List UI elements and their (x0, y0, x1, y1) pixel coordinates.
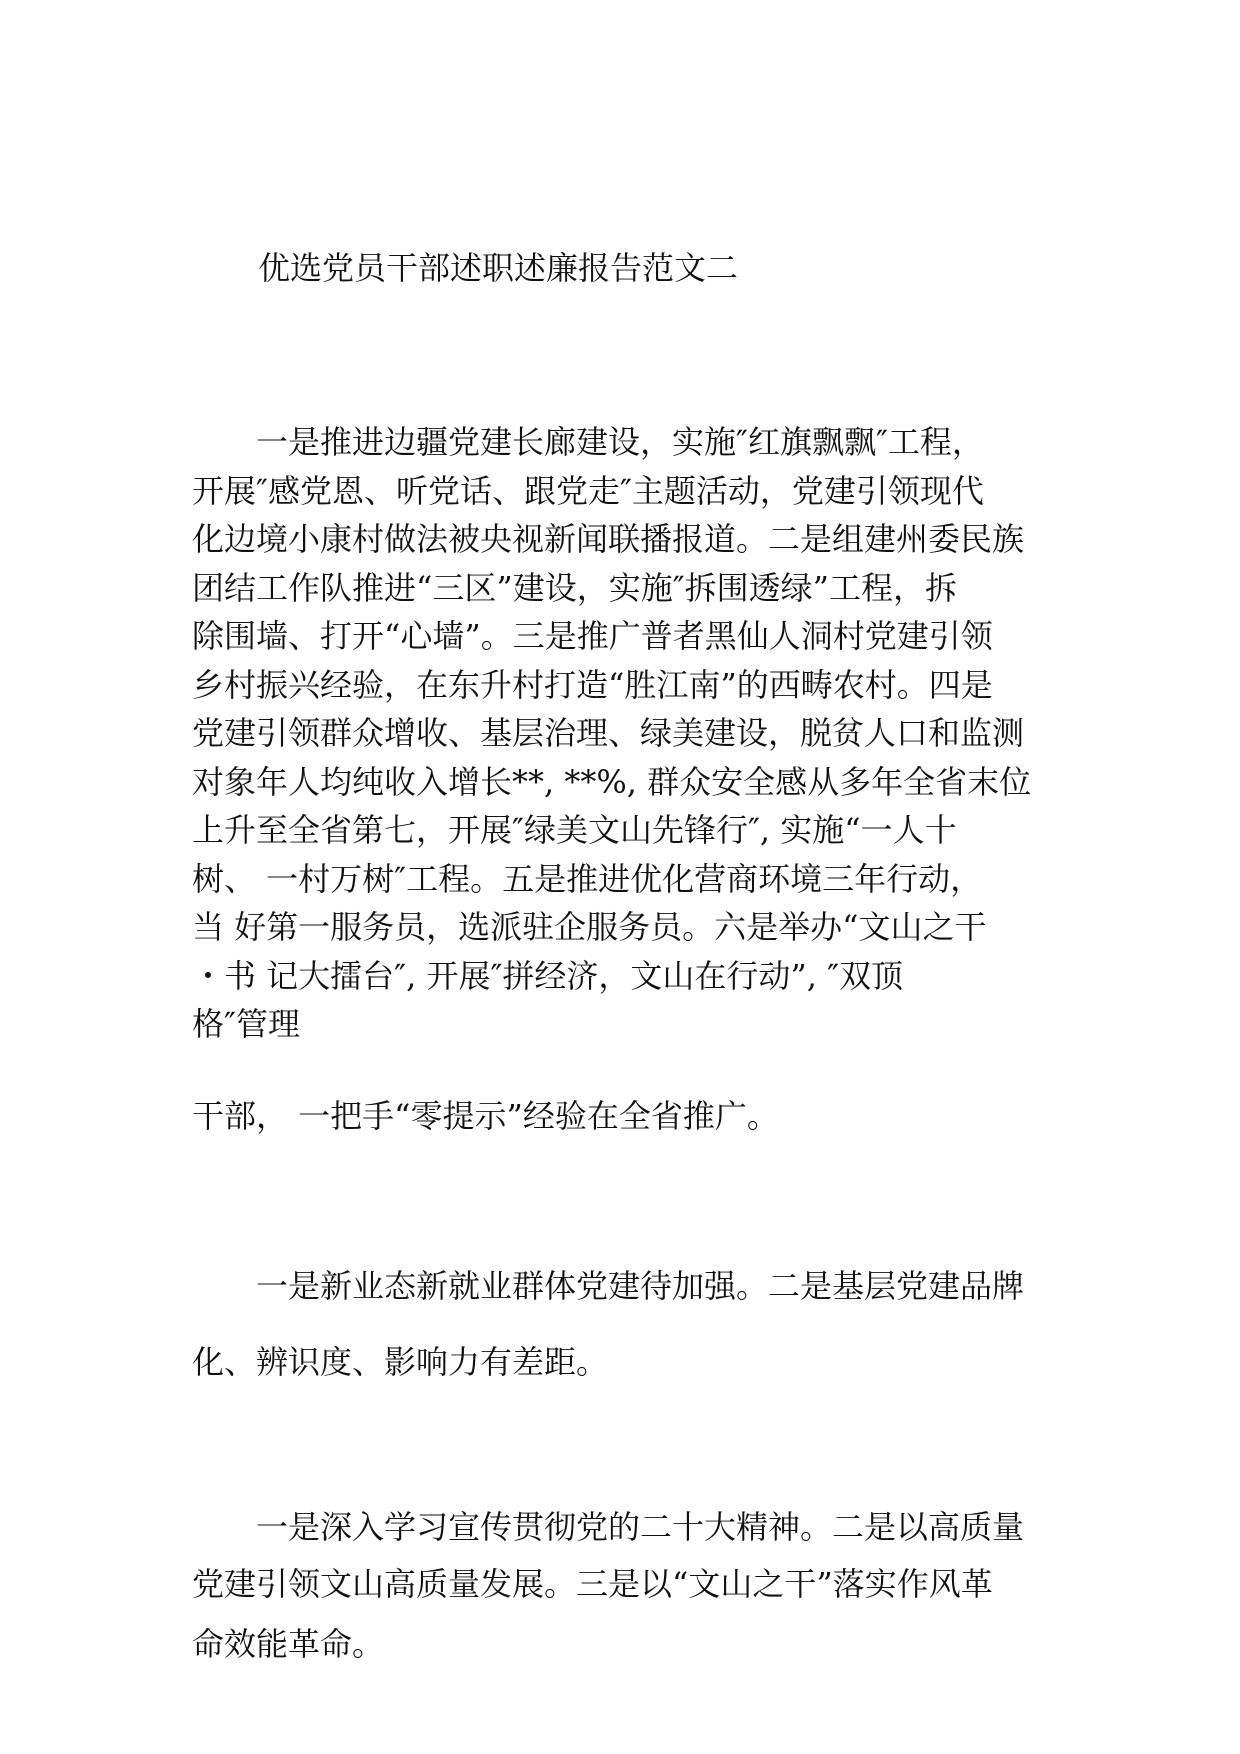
paragraph-line: 党建引领群众增收、基层治理、绿美建设，脱贫人口和监测 (192, 714, 1025, 752)
paragraph-achievements (192, 418, 1062, 1049)
paragraph-line: ・书 记大擂台″, 开展″拼经济，文山在行动”, ″双顶 (192, 956, 904, 995)
paragraph-line: 命效能革命。 (192, 1625, 385, 1663)
paragraph-line: 开展″感党恩、听党话、跟党走″主题活动，党建引领现代 (192, 471, 984, 510)
paragraph-line: 党建引领文山高质量发展。三是以“文山之干”落实作风革 (192, 1565, 993, 1603)
paragraph-line: 对象年人均纯收入增长**, **%, 群众安全感从多年全省末位 (192, 762, 1032, 801)
paragraph-line: 一是深入学习宣传贯彻党的二十大精神。二是以高质量 (192, 1508, 1025, 1546)
paragraph-line: 乡村振兴经验，在东升村打造“胜江南”的西畴农村。四是 (192, 665, 993, 704)
paragraph-line: 树、 一村万树″工程。五是推进优化营商环境三年行动， (192, 859, 983, 898)
paragraph-tail-line: 干部， 一把手“零提示”经验在全省推广。 (192, 1097, 779, 1135)
paragraph-problems (192, 1262, 1062, 1414)
paragraph-line: 上升至全省第七，开展″绿美文山先锋行″, 实施“一人十 (192, 811, 957, 849)
paragraph-line: 团结工作队推进“三区”建设，实施″拆围透绿”工程，拆 (192, 568, 958, 607)
paragraph-plans (192, 1503, 1062, 1668)
paragraph-line: 一是新业态新就业群体党建待加强。二是基层党建品牌 (192, 1267, 1025, 1305)
document-title: 优选党员干部述职述廉报告范文二 (258, 249, 739, 287)
paragraph-line: 化、辨识度、影响力有差距。 (192, 1343, 609, 1381)
paragraph-line: 当 好第一服务员，选派驻企服务员。六是举办“文山之干 (192, 908, 987, 946)
paragraph-line: 化边境小康村做法被央视新闻联播报道。二是组建州委民族 (192, 520, 1025, 558)
paragraph-line: 除围墙、打开“心墙”。三是推广普者黑仙人洞村党建引领 (192, 617, 993, 655)
paragraph-line: 格″管理 (192, 1005, 300, 1043)
paragraph-line: 一是推进边疆党建长廊建设，实施″红旗飘飘″工程， (192, 423, 984, 461)
